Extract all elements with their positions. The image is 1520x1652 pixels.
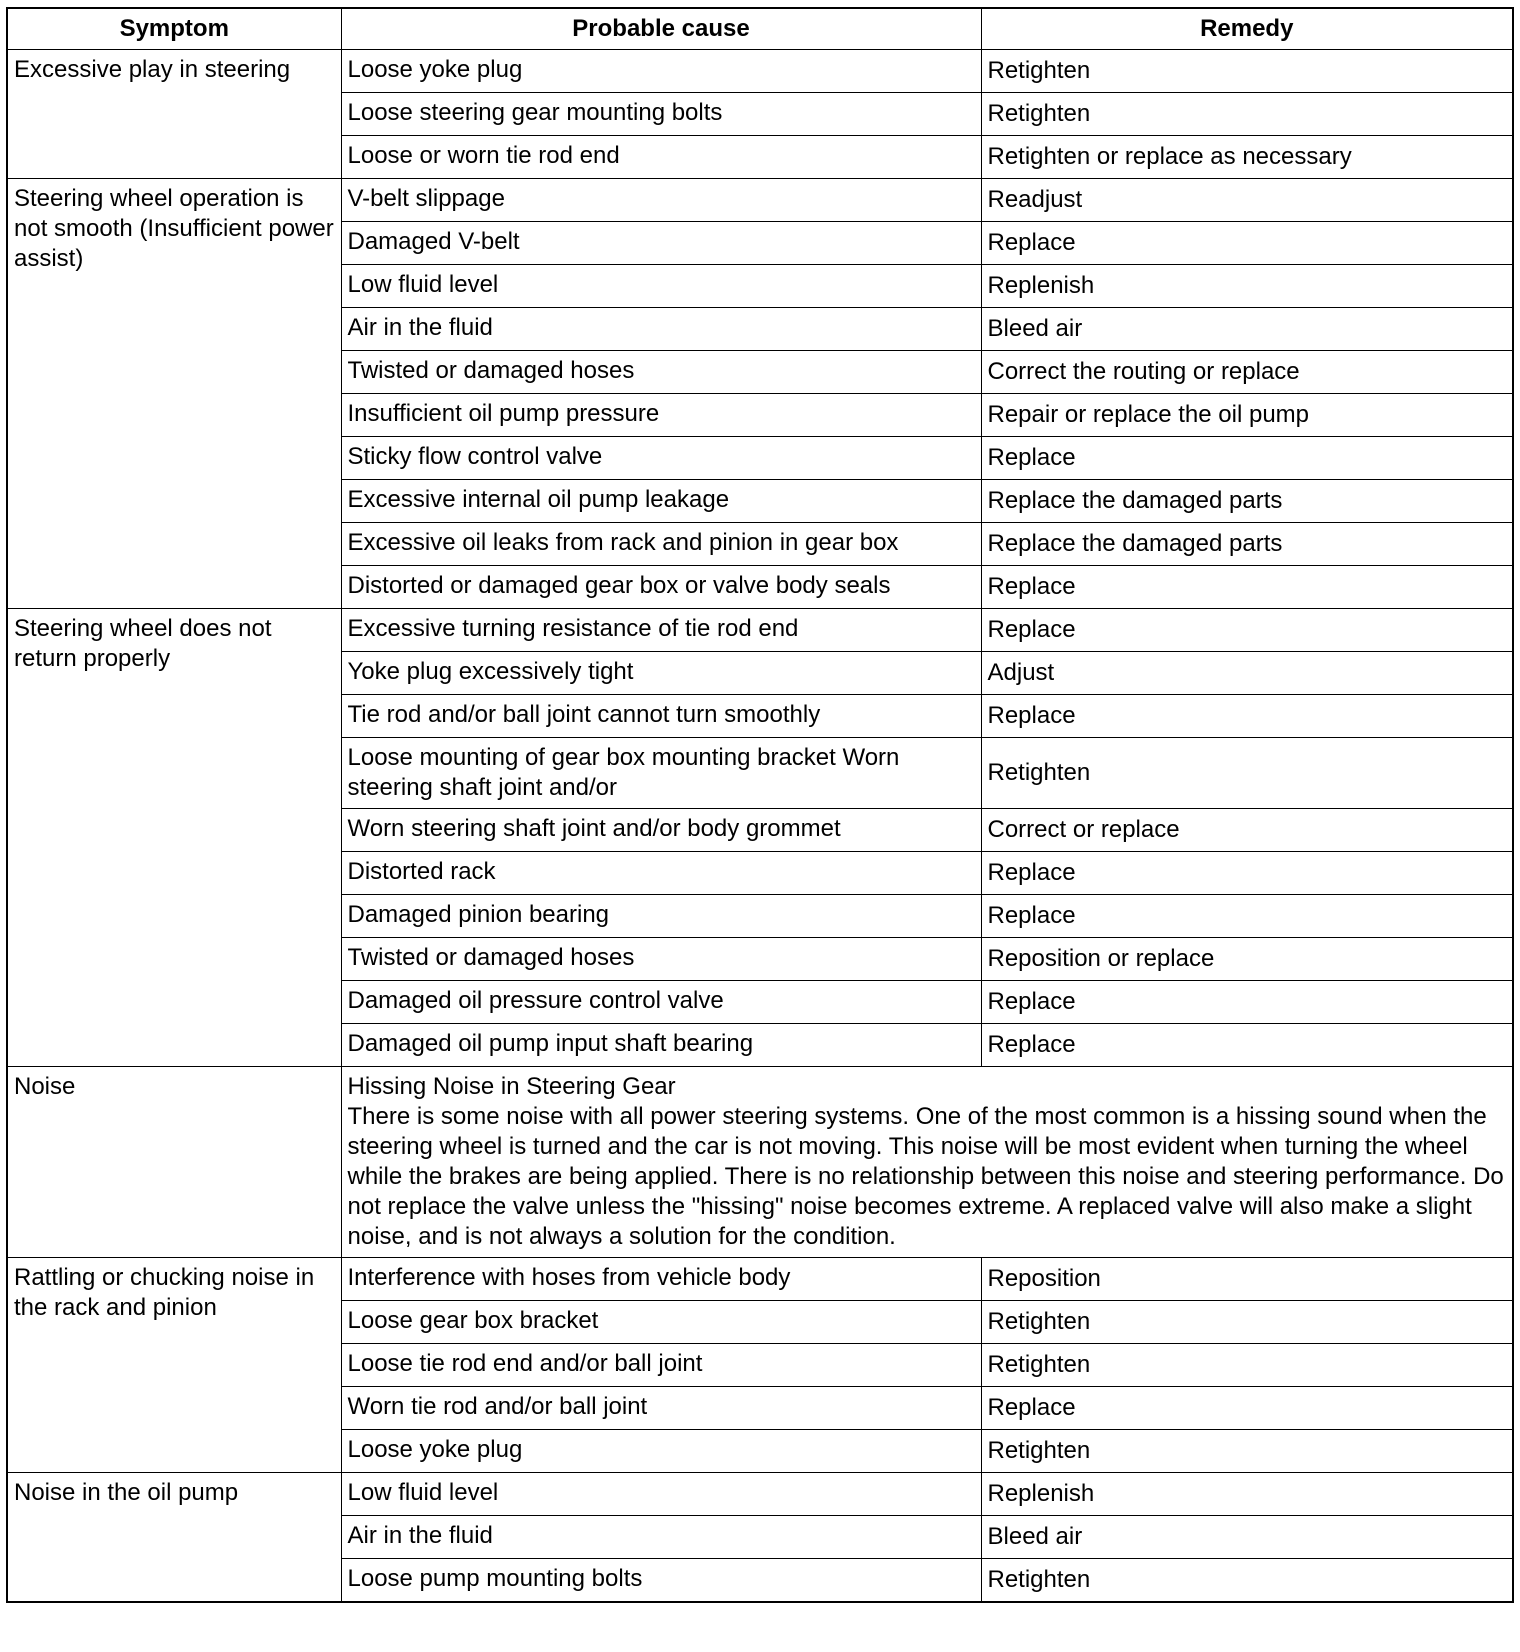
probable-cause-cell: Damaged oil pressure control valve — [341, 981, 981, 1024]
remedy-cell: Retighten — [981, 1430, 1513, 1473]
probable-cause-cell: Loose yoke plug — [341, 50, 981, 93]
hissing-noise-note — [341, 1067, 1513, 1258]
probable-cause-cell: Yoke plug excessively tight — [341, 652, 981, 695]
probable-cause-cell: Twisted or damaged hoses — [341, 938, 981, 981]
remedy-cell: Replace — [981, 895, 1513, 938]
probable-cause-cell: Distorted or damaged gear box or valve body seals — [341, 566, 981, 609]
symptom-cell: Steering wheel operation is not smooth (Insufficient power assist) — [7, 179, 341, 609]
symptom-cell: Noise — [7, 1067, 341, 1258]
symptom-cell: Steering wheel does not return properly — [7, 609, 341, 1067]
note-title: Hissing Noise in Steering Gear — [347, 1073, 676, 1100]
remedy-cell: Retighten — [981, 1344, 1513, 1387]
remedy-cell: Retighten — [981, 93, 1513, 136]
probable-cause-cell: Loose or worn tie rod end — [341, 136, 981, 179]
probable-cause-cell: Excessive turning resistance of tie rod end — [341, 609, 981, 652]
header-remedy: Remedy — [981, 8, 1513, 50]
probable-cause-cell: Excessive oil leaks from rack and pinion in gear box — [341, 523, 981, 566]
symptom-cell: Noise in the oil pump — [7, 1473, 341, 1603]
remedy-cell: Retighten or replace as necessary — [981, 136, 1513, 179]
probable-cause-cell: Excessive internal oil pump leakage — [341, 480, 981, 523]
probable-cause-cell: Damaged V-belt — [341, 222, 981, 265]
probable-cause-cell: Loose pump mounting bolts — [341, 1559, 981, 1603]
remedy-cell: Replace — [981, 437, 1513, 480]
probable-cause-cell: Loose steering gear mounting bolts — [341, 93, 981, 136]
probable-cause-cell: Air in the fluid — [341, 308, 981, 351]
note-body: There is some noise with all power steering systems. One of the most common is a hissing sound when the steering wheel is turned and the car is not moving. This noise will be most evident when turning the wheel while the brakes are being applied. There is no relationship between this noise and steering performance. Do not replace the valve unless the "hissing" noise becomes extreme. A replaced valve will also make a slight noise, and is not always a solution for the condition. — [347, 1103, 1504, 1250]
remedy-cell: Replenish — [981, 265, 1513, 308]
remedy-cell: Retighten — [981, 738, 1513, 809]
table-row — [7, 1258, 1513, 1301]
remedy-cell: Replace — [981, 695, 1513, 738]
remedy-cell: Retighten — [981, 50, 1513, 93]
probable-cause-cell: Loose gear box bracket — [341, 1301, 981, 1344]
symptom-cell: Rattling or chucking noise in the rack and pinion — [7, 1258, 341, 1473]
probable-cause-cell: Damaged oil pump input shaft bearing — [341, 1024, 981, 1067]
table-row — [7, 1473, 1513, 1516]
remedy-cell: Reposition or replace — [981, 938, 1513, 981]
header-symptom: Symptom — [7, 8, 341, 50]
probable-cause-cell: Worn tie rod and/or ball joint — [341, 1387, 981, 1430]
table-row — [7, 50, 1513, 93]
probable-cause-cell: Worn steering shaft joint and/or body grommet — [341, 809, 981, 852]
remedy-cell: Replace — [981, 852, 1513, 895]
probable-cause-cell: Loose yoke plug — [341, 1430, 981, 1473]
remedy-cell: Reposition — [981, 1258, 1513, 1301]
probable-cause-cell: Interference with hoses from vehicle body — [341, 1258, 981, 1301]
probable-cause-cell: V-belt slippage — [341, 179, 981, 222]
probable-cause-cell: Damaged pinion bearing — [341, 895, 981, 938]
probable-cause-cell: Low fluid level — [341, 1473, 981, 1516]
remedy-cell: Repair or replace the oil pump — [981, 394, 1513, 437]
remedy-cell: Bleed air — [981, 1516, 1513, 1559]
remedy-cell: Retighten — [981, 1559, 1513, 1603]
probable-cause-cell: Low fluid level — [341, 265, 981, 308]
remedy-cell: Replace — [981, 609, 1513, 652]
remedy-cell: Correct the routing or replace — [981, 351, 1513, 394]
table-row — [7, 179, 1513, 222]
remedy-cell: Adjust — [981, 652, 1513, 695]
probable-cause-cell: Loose mounting of gear box mounting bracket Worn steering shaft joint and/or — [341, 738, 981, 809]
remedy-cell: Correct or replace — [981, 809, 1513, 852]
remedy-cell: Replace the damaged parts — [981, 523, 1513, 566]
probable-cause-cell: Sticky flow control valve — [341, 437, 981, 480]
remedy-cell: Replace — [981, 566, 1513, 609]
remedy-cell: Replenish — [981, 1473, 1513, 1516]
probable-cause-cell: Twisted or damaged hoses — [341, 351, 981, 394]
troubleshooting-table — [6, 7, 1514, 1603]
table-row — [7, 1067, 1513, 1258]
symptom-cell: Excessive play in steering — [7, 50, 341, 179]
remedy-cell: Replace — [981, 981, 1513, 1024]
remedy-cell: Readjust — [981, 179, 1513, 222]
probable-cause-cell: Tie rod and/or ball joint cannot turn smoothly — [341, 695, 981, 738]
probable-cause-cell: Loose tie rod end and/or ball joint — [341, 1344, 981, 1387]
probable-cause-cell: Insufficient oil pump pressure — [341, 394, 981, 437]
header-probable-cause: Probable cause — [341, 8, 981, 50]
remedy-cell: Replace — [981, 1387, 1513, 1430]
probable-cause-cell: Air in the fluid — [341, 1516, 981, 1559]
remedy-cell: Bleed air — [981, 308, 1513, 351]
table-body — [7, 50, 1513, 1603]
probable-cause-cell: Distorted rack — [341, 852, 981, 895]
remedy-cell: Replace the damaged parts — [981, 480, 1513, 523]
header-row — [7, 8, 1513, 50]
remedy-cell: Retighten — [981, 1301, 1513, 1344]
remedy-cell: Replace — [981, 222, 1513, 265]
remedy-cell: Replace — [981, 1024, 1513, 1067]
table-row — [7, 609, 1513, 652]
